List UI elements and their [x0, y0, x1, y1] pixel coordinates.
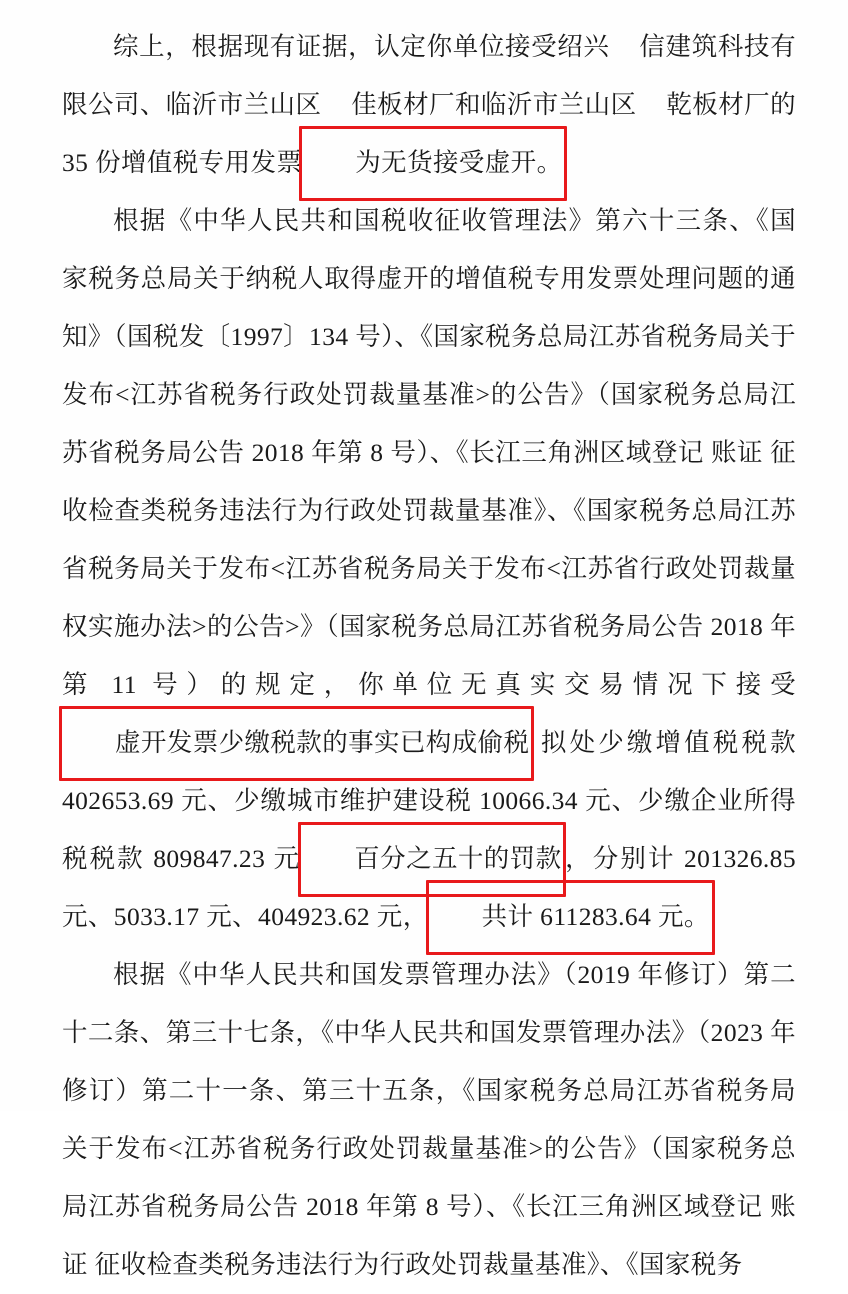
document-body [62, 18, 796, 1294]
paragraph-legal-basis-1 [62, 192, 796, 946]
highlight-box-fifty-percent-penalty: 百分之五十的罚款 [301, 830, 563, 888]
text-run: 信建筑科技有限公司、临沂市兰山区 [62, 32, 796, 119]
highlight-box-total-amount: 共计 611283.64 元。 [429, 888, 712, 946]
text-run: ，分别计 201326.85 元、5033.17 元、404923.62 元， [62, 844, 796, 931]
text-run: 根据《中华人民共和国税收征收管理法》第六十三条、《国家税务总局关于纳税人取得虚开的增值税专用发票处理问题的通知》（国税发〔1997〕134 号）、《国家税务总局江苏省税务局关于发布<江苏省税务行政处罚裁量基准>的公告》（国家税务总局江苏省税务局公告 2018 年第 8 号）、《长江三角洲区域登记 账证 征收检查类税务违法行为行政处罚裁量基准》、《国家税务总局江苏省税务局关于发布<江苏省税务局关于发布<江苏省行政处罚裁量权实施办法>的公告>》（国家税务总局江苏省税务局公告 2018 年第 11 号）的规定，你单位无真实交易情况下接受 [62, 206, 796, 699]
text-run: 拟处少缴增值税税款 402653.69 元、少缴城市维护建设税 10066.34 元、少缴企业所得税税款 809847.23 元 [62, 728, 796, 873]
highlight-box-no-goods-false-invoice: 为无货接受虚开。 [302, 134, 564, 192]
text-run: 乾板材厂的 35 份增值税专用发票 [62, 90, 796, 177]
highlight-box-tax-evasion: 虚开发票少缴税款的事实已构成偷税 [62, 714, 531, 772]
paragraph-conclusion [62, 18, 796, 192]
text-run: 根据《中华人民共和国发票管理办法》（2019 年修订）第二十二条、第三十七条，《中华人民共和国发票管理办法》（2023 年修订）第二十一条、第三十五条，《国家税务总局江苏省税务局关于发布<江苏省税务行政处罚裁量基准>的公告》（国家税务总局江苏省税务局公告 2018 年第 8 号）、《长江三角洲区域登记 账证 征收检查类税务违法行为行政处罚裁量基准》、《国家税务 [62, 960, 796, 1279]
text-run: 综上，根据现有证据，认定你单位接受绍兴 [113, 32, 610, 61]
text-run: 佳板材厂和临沂市兰山区 [344, 90, 637, 119]
paragraph-legal-basis-2 [62, 946, 796, 1294]
